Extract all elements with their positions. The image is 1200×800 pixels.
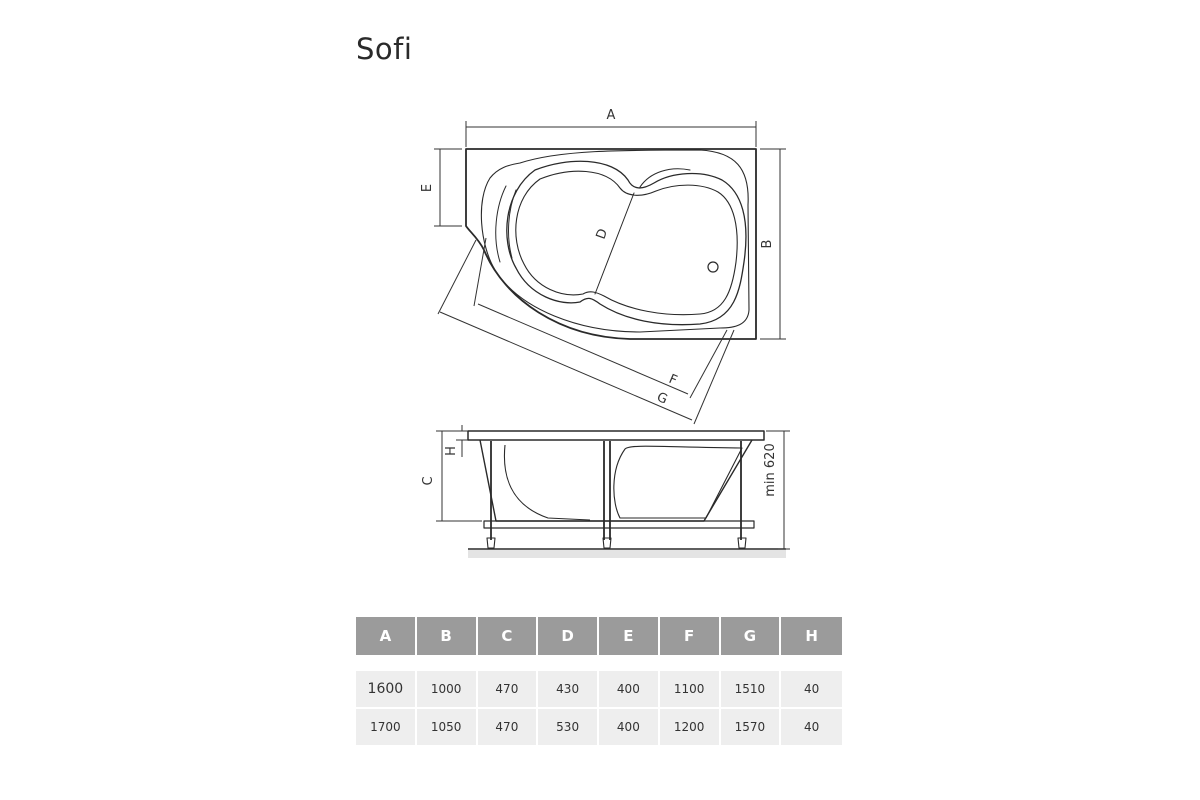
table-header: G bbox=[721, 617, 782, 655]
tub-curve-right bbox=[614, 446, 742, 518]
table-header: E bbox=[599, 617, 660, 655]
table-header: B bbox=[417, 617, 478, 655]
table-spacer bbox=[356, 655, 842, 671]
tub-basin bbox=[507, 161, 746, 324]
product-title: Sofi bbox=[356, 32, 413, 66]
dim-label-f: F bbox=[666, 371, 680, 389]
dim-e bbox=[434, 149, 462, 226]
foot-right bbox=[738, 538, 746, 548]
table-cell: 1570 bbox=[721, 707, 782, 745]
tub-basin-bottom bbox=[516, 171, 737, 314]
table-cell: 40 bbox=[781, 671, 842, 707]
dim-label-a: A bbox=[606, 108, 616, 123]
table-cell: 1200 bbox=[660, 707, 721, 745]
dim-label-b: B bbox=[760, 239, 775, 249]
table-cell: 1000 bbox=[417, 671, 478, 707]
dim-label-min-620: min 620 bbox=[763, 443, 778, 497]
table-cell: 1050 bbox=[417, 707, 478, 745]
table-cell: 430 bbox=[538, 671, 599, 707]
table-header: H bbox=[781, 617, 842, 655]
floor-hatch bbox=[468, 550, 786, 558]
dim-f bbox=[474, 238, 727, 398]
tub-curve-left bbox=[504, 445, 590, 520]
table-cell: 470 bbox=[478, 707, 539, 745]
table-cell: 530 bbox=[538, 707, 599, 745]
table-cell: 1600 bbox=[356, 671, 417, 707]
table-cell: 470 bbox=[478, 671, 539, 707]
frame-base bbox=[484, 521, 754, 528]
table-cell: 1700 bbox=[356, 707, 417, 745]
dim-c bbox=[436, 431, 482, 521]
table-header: C bbox=[478, 617, 539, 655]
table-row bbox=[356, 671, 842, 707]
table-row bbox=[356, 707, 842, 745]
headrest-line-2 bbox=[509, 190, 516, 258]
dim-label-g: G bbox=[654, 389, 670, 408]
tub-rim-side bbox=[468, 431, 764, 440]
table-cell: 1100 bbox=[660, 671, 721, 707]
headrest-line bbox=[496, 186, 506, 262]
table-cell: 1510 bbox=[721, 671, 782, 707]
dim-label-e: E bbox=[420, 183, 435, 193]
table-header: F bbox=[660, 617, 721, 655]
table-header: D bbox=[538, 617, 599, 655]
dim-d-line bbox=[595, 193, 634, 294]
dim-label-d: D bbox=[593, 226, 612, 242]
drain-icon bbox=[708, 262, 718, 272]
table-header-row bbox=[356, 617, 842, 655]
dim-label-h: H bbox=[444, 446, 459, 456]
dim-a bbox=[466, 121, 756, 147]
table-cell: 40 bbox=[781, 707, 842, 745]
dimensions-table bbox=[356, 617, 842, 745]
table-cell: 400 bbox=[599, 707, 660, 745]
table-cell: 400 bbox=[599, 671, 660, 707]
table-header: A bbox=[356, 617, 417, 655]
side-view bbox=[468, 431, 786, 549]
top-view bbox=[466, 149, 756, 339]
dim-label-c: C bbox=[421, 476, 436, 486]
